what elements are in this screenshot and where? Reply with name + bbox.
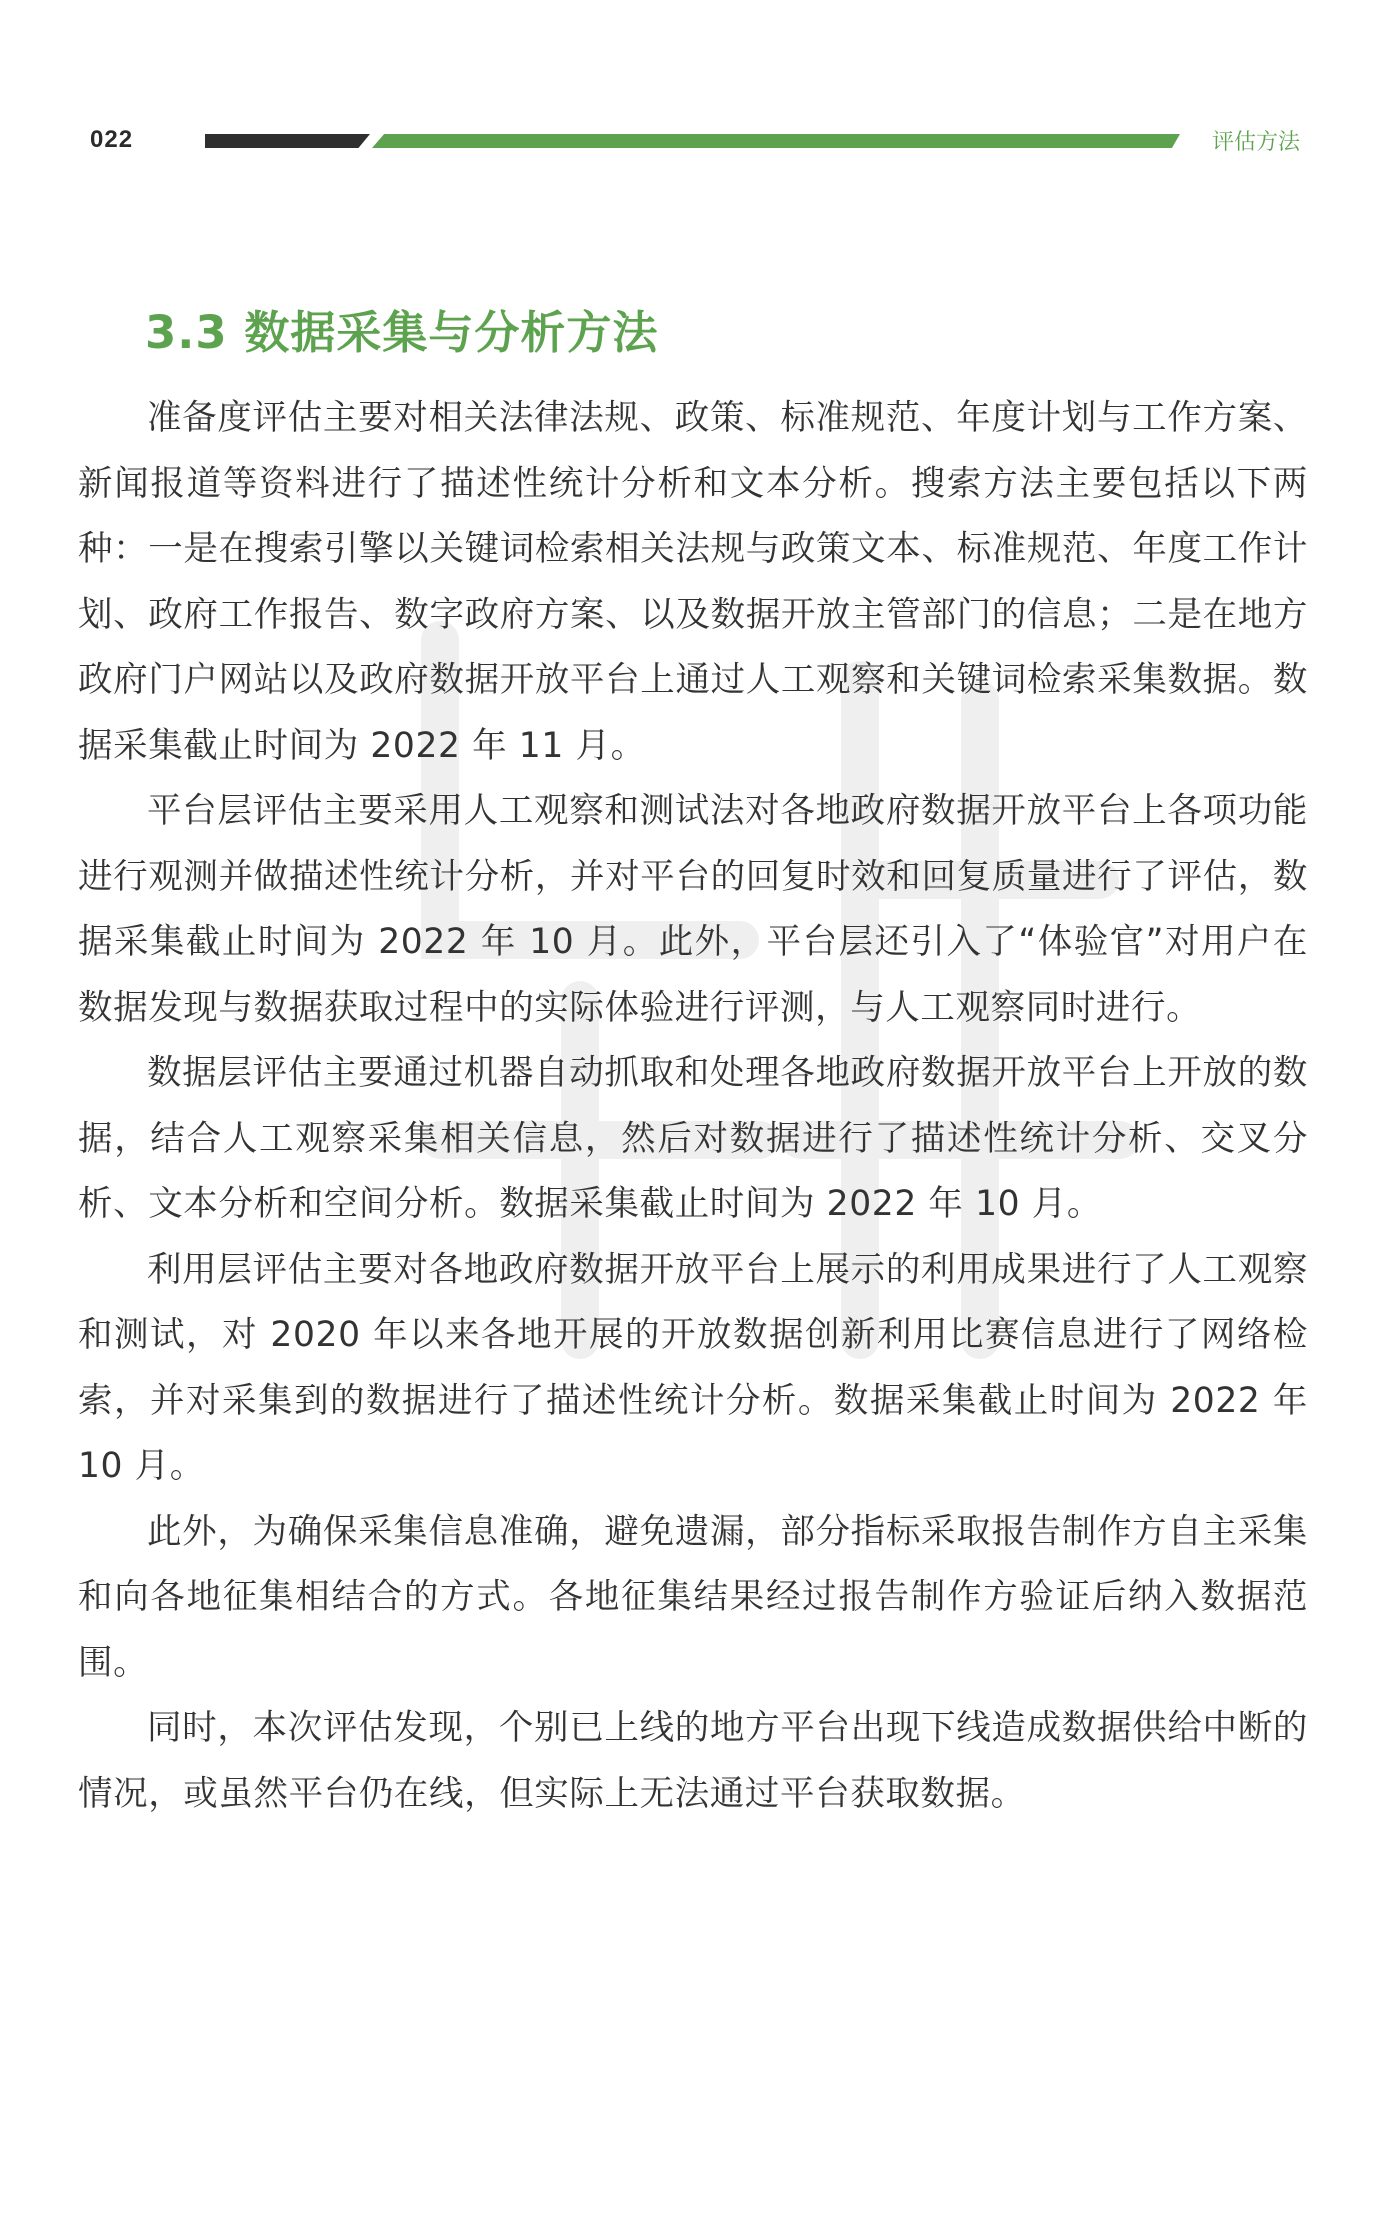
header-green-bar <box>372 134 1180 148</box>
paragraph-collection-method: 此外，为确保采集信息准确，避免遗漏，部分指标采取报告制作方自主采集和向各地征集相结合的方式。各地征集结果经过报告制作方验证后纳入数据范围。 <box>78 1511 1308 1683</box>
section-tag: 评估方法 <box>1212 130 1301 155</box>
page-number: 022 <box>90 126 134 153</box>
paragraph-platform: 平台层评估主要采用人工观察和测试法对各地政府数据开放平台上各项功能进行观测并做描述性统计分析，并对平台的回复时效和回复质量进行了评估，数据采集截止时间为 2022 年 10 月。此外，平台层还引入了“体验官”对用户在数据发现与数据获取过程中的实际体验进行评测，与人工观察同时进行。 <box>78 791 1308 1028</box>
section-title: 3.3 数据采集与分析方法 <box>145 306 659 359</box>
paragraph-data-layer: 数据层评估主要通过机器自动抓取和处理各地政府数据开放平台上开放的数据，结合人工观察采集相关信息，然后对数据进行了描述性统计分析、交叉分析、文本分析和空间分析。数据采集截止时间为 2022 年 10 月。 <box>78 1053 1308 1224</box>
header-dark-bar <box>205 134 370 148</box>
paragraph-utilization: 利用层评估主要对各地政府数据开放平台上展示的利用成果进行了人工观察和测试，对 2020 年以来各地开展的开放数据创新利用比赛信息进行了网络检索，并对采集到的数据进行了描述性统计分析。数据采集截止时间为 2022 年 10 月。 <box>78 1249 1308 1486</box>
page-header <box>0 0 1400 200</box>
paragraph-offline-platforms: 同时，本次评估发现，个别已上线的地方平台出现下线造成数据供给中断的情况，或虽然平台仍在线，但实际上无法通过平台获取数据。 <box>78 1708 1308 1814</box>
paragraph-readiness: 准备度评估主要对相关法律法规、政策、标准规范、年度计划与工作方案、新闻报道等资料进行了描述性统计分析和文本分析。搜索方法主要包括以下两种：一是在搜索引擎以关键词检索相关法规与政策文本、标准规范、年度工作计划、政府工作报告、数字政府方案、以及数据开放主管部门的信息；二是在地方政府门户网站以及政府数据开放平台上通过人工观察和关键词检索采集数据。数据采集截止时间为 2022 年 11 月。 <box>78 398 1308 766</box>
body-text <box>78 386 1308 1827</box>
